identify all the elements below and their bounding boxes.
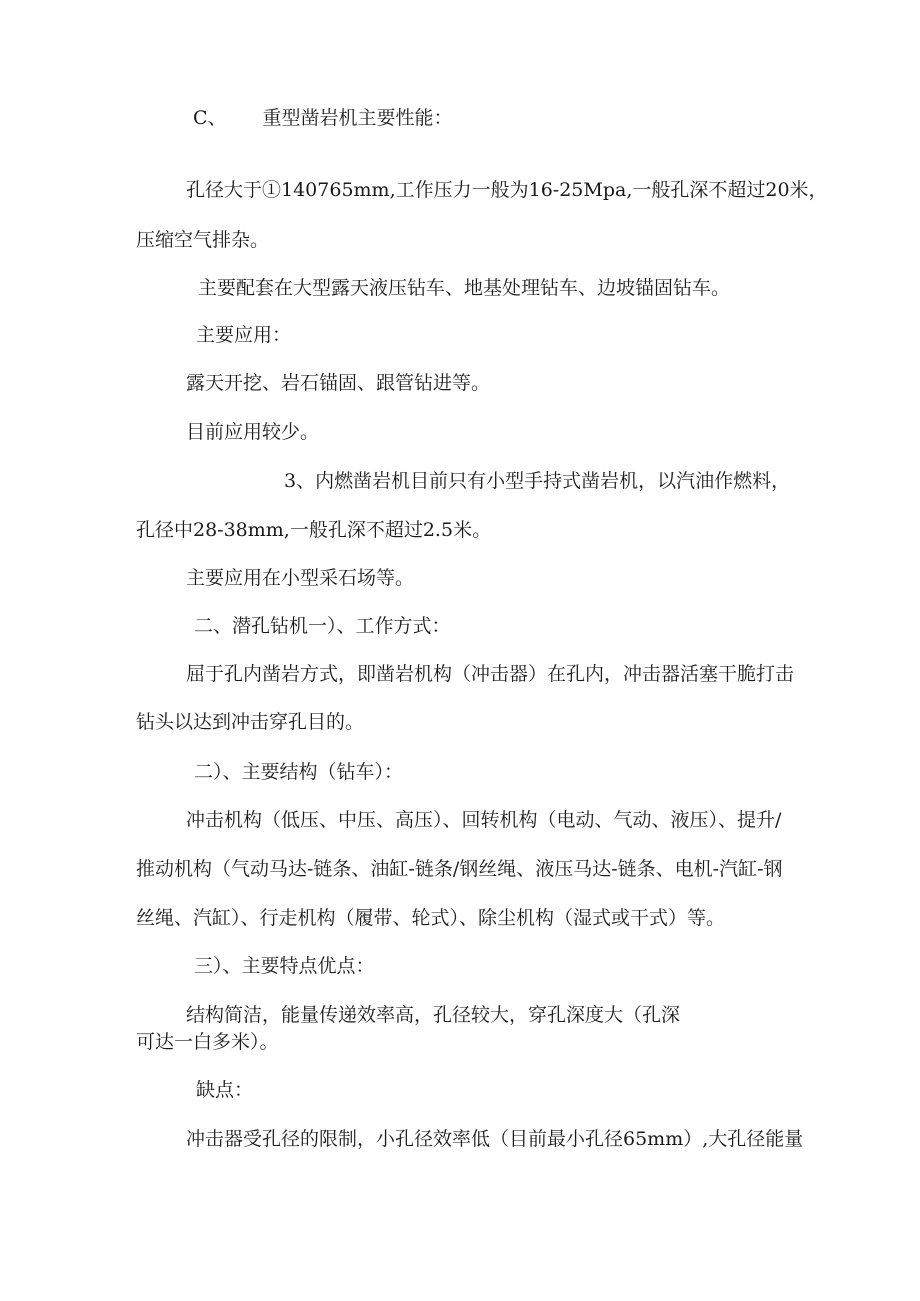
text-line-15: 推动机构（气动马达-链条、油缸-链条/钢丝绳、液压马达-链条、电机-汽缸-钢 <box>136 858 783 880</box>
text-line-3: 主要配套在大型露天液压钻车、地基处理钻车、边坡锚固钻车。 <box>198 277 731 299</box>
heading-marker: C、 <box>193 107 227 129</box>
text-line-6: 目前应用较少。 <box>186 421 320 443</box>
text-line-18: 结构简洁，能量传递效率高，孔径较大，穿孔深度大（孔深 <box>186 1004 681 1026</box>
text-line-19: 可达一白多米）。 <box>136 1031 279 1053</box>
heading-title: 重型凿岩机主要性能： <box>262 107 453 129</box>
text-line-4: 主要应用： <box>196 324 292 346</box>
text-line-16: 丝绳、汽缸）、行走机构（履带、轮式）、除尘机构（湿式或干式）等。 <box>136 907 726 929</box>
text-line-5: 露天开挖、岩石锚固、跟管钻进等。 <box>186 372 491 394</box>
text-line-10: 二、潜孔钻机一）、工作方式： <box>194 615 451 637</box>
text-line-12: 钻头以达到冲击穿孔目的。 <box>136 711 365 733</box>
text-line-21: 冲击器受孔径的限制，小孔径效率低（目前最小孔径65mm）,大孔径能量 <box>186 1128 804 1150</box>
text-line-13: 二）、主要结构（钻车）： <box>194 761 404 783</box>
text-line-1: 孔径大于①140765mm,工作压力一般为16-25Mpa,一般孔深不超过20米， <box>186 179 828 201</box>
text-line-11: 屈于孔内凿岩方式，即凿岩机构（冲击器）在孔内，冲击器活塞干脆打击 <box>186 663 795 685</box>
text-line-9: 主要应用在小型采石场等。 <box>186 567 415 589</box>
text-line-7: 3、内燃凿岩机目前只有小型手持式凿岩机，以汽油作燃料， <box>284 470 791 492</box>
text-line-17: 三）、主要特点优点： <box>194 955 375 977</box>
text-line-8: 孔径中28-38mm,一般孔深不超过2.5米。 <box>136 519 492 541</box>
text-line-20: 缺点： <box>196 1079 254 1101</box>
text-line-2: 压缩空气排杂。 <box>136 229 270 251</box>
text-line-14: 冲击机构（低压、中压、高压）、回转机构（电动、气动、液压）、提升/ <box>186 809 782 831</box>
section-heading <box>193 106 453 130</box>
